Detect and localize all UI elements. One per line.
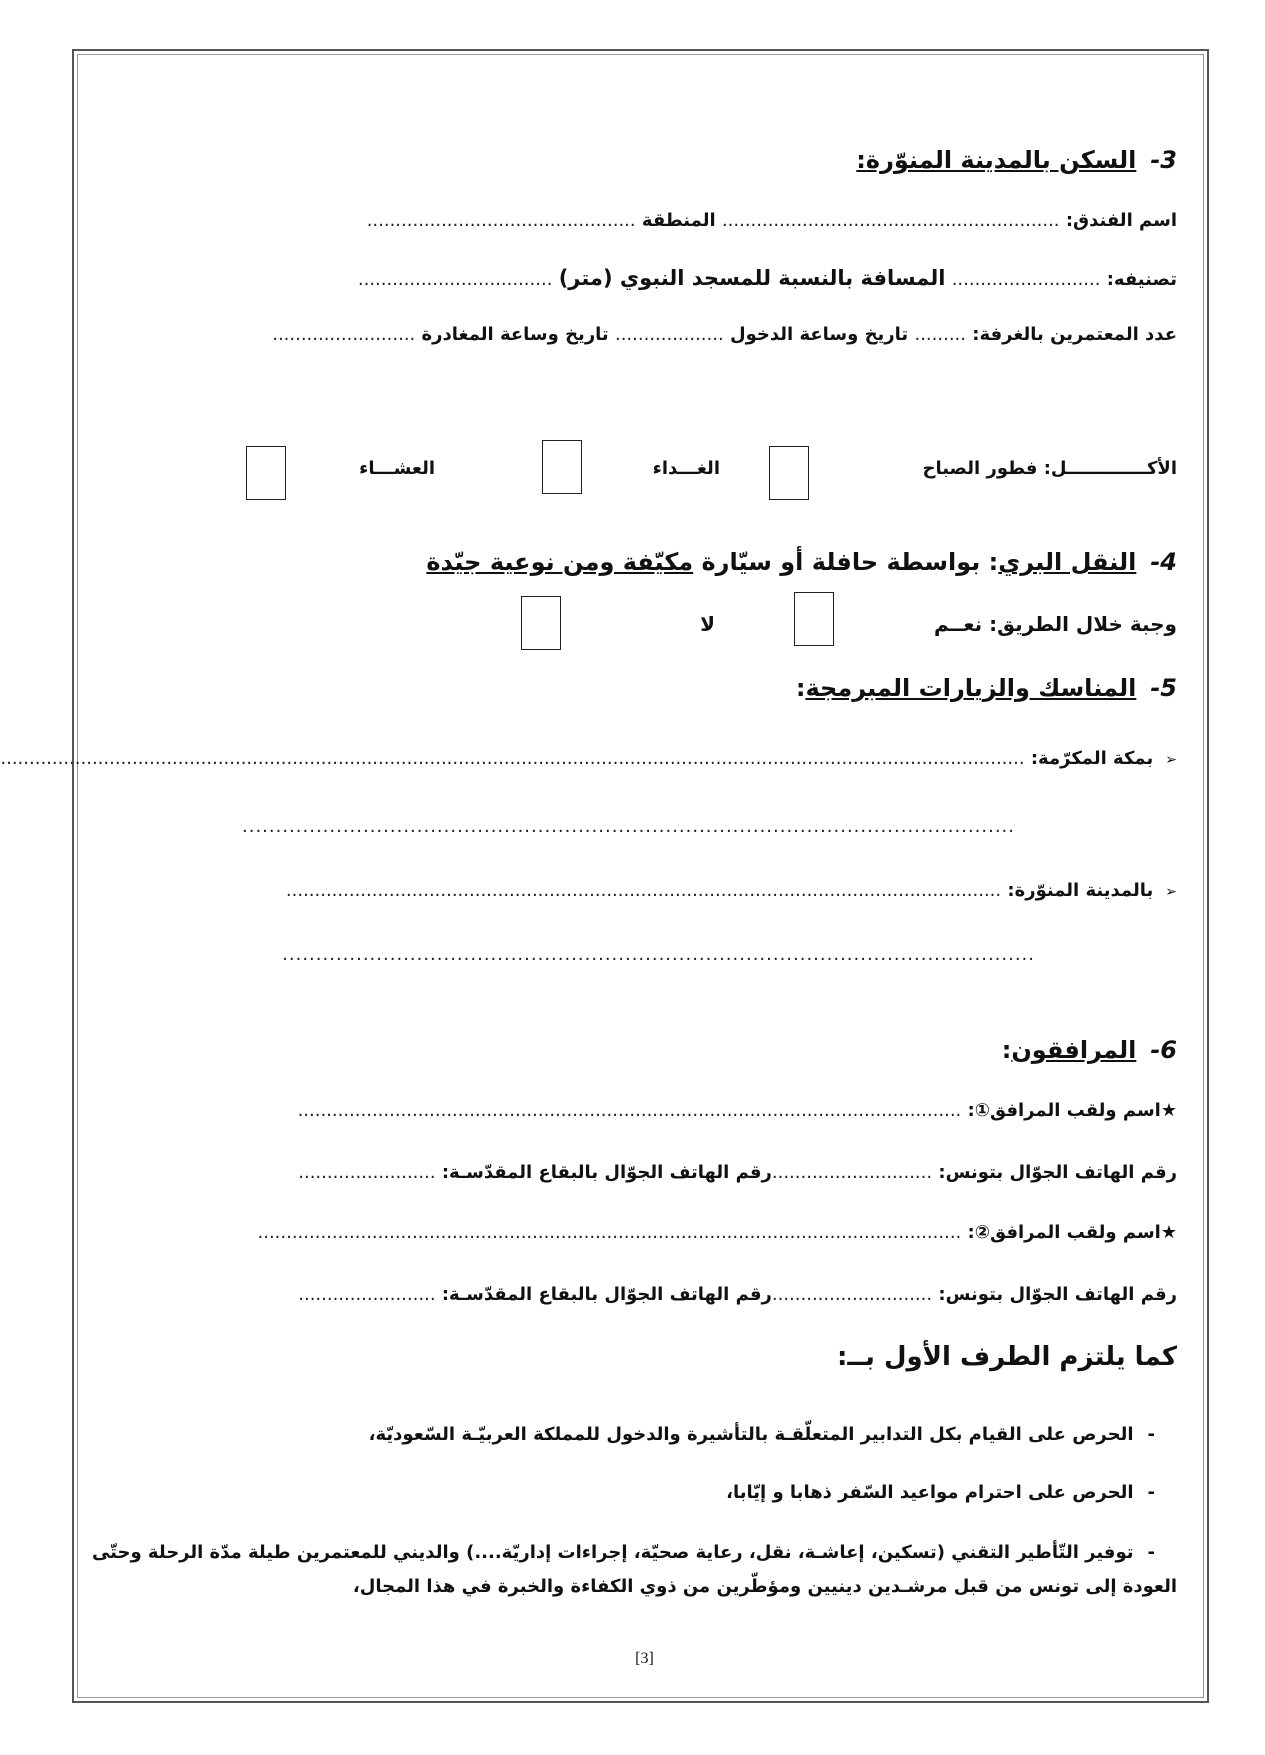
room-row xyxy=(112,324,1177,345)
checkout-label: تاريخ وساعة المغادرة xyxy=(421,324,609,345)
hotel-row xyxy=(112,210,1177,231)
section-title: المرافقون xyxy=(1011,1036,1137,1064)
obligation-text: توفير التّأطير التقني (تسكين، إعاشـة، نقل، رعاية صحيّة، إجراءات إداريّة....) والديني للمعتمرين طيلة مدّة الرحلة وحتّى العودة إلى تونس من قبل مرشـدين دينيين ومؤطّرين من ذوي الكفاءة والخبرة في هذا المجال، xyxy=(91,1542,1177,1597)
page-number: [3] xyxy=(635,1650,654,1667)
section3-heading xyxy=(112,146,1177,174)
makkah-row-2 xyxy=(112,816,1015,837)
phone-holy-label: رقم الهاتف الجوّال بالبقاع المقدّسـة: xyxy=(441,1162,772,1183)
makkah-field[interactable]: ................................................................................................................................................................................... xyxy=(0,748,1025,769)
breakfast-checkbox[interactable] xyxy=(769,446,809,500)
phone-holy-field[interactable]: ........................ xyxy=(298,1284,436,1305)
companion2-number: ② xyxy=(974,1222,990,1243)
road-meal-label: وجبة خلال الطريق: نعــم xyxy=(934,612,1177,636)
hotel-label: اسم الفندق: xyxy=(1065,210,1177,231)
dinner-checkbox[interactable] xyxy=(246,446,286,500)
distance-label: المسافة بالنسبة للمسجد النبوي (متر) xyxy=(558,266,946,290)
section-number: 5- xyxy=(1150,674,1177,702)
section-colon: : xyxy=(795,674,806,702)
obligations-title: كما يلتزم الطرف الأول بــ: xyxy=(836,1342,1177,1372)
rating-field[interactable]: .......................... xyxy=(951,269,1101,290)
road-meal-no-checkbox[interactable] xyxy=(521,596,561,650)
arrow-bullet-icon: ➢ xyxy=(1165,752,1177,768)
section-number: 3- xyxy=(1150,146,1177,174)
makkah-row xyxy=(0,748,1177,769)
hotel-field[interactable]: ........................................................... xyxy=(721,210,1060,231)
companion1-label: اسم ولقب المرافق xyxy=(990,1100,1161,1121)
section5-heading xyxy=(112,674,1177,702)
no-label: لا xyxy=(700,612,715,636)
madinah-field-2[interactable]: ................................................................................................................ xyxy=(282,944,1035,965)
madinah-row xyxy=(112,880,1177,901)
phone-tunis-field[interactable]: ............................ xyxy=(771,1284,933,1305)
section-title: السكن بالمدينة المنوّرة: xyxy=(856,146,1137,174)
dinner-label: العشـــاء xyxy=(359,458,435,479)
companion2-row: ★اسم ولقب المرافق②: ........................................................................................................................... xyxy=(257,1222,1177,1243)
phone-holy-field[interactable]: ........................ xyxy=(298,1162,436,1183)
obligation-text: الحرص على القيام بكل التدابير المتعلّقـة بالتأشيرة والدخول للمملكة العربيّـة السّعوديّة، xyxy=(368,1424,1134,1445)
companion2-field[interactable]: ........................................................................................................................... xyxy=(257,1222,962,1243)
lunch-label: الغـــداء xyxy=(652,458,720,479)
arrow-bullet-icon: ➢ xyxy=(1165,884,1177,900)
phone-tunis-label: رقم الهاتف الجوّال بتونس: xyxy=(938,1162,1177,1183)
region-label: المنطقة xyxy=(641,210,716,231)
companion1-phone-row xyxy=(112,1162,1177,1183)
checkin-label: تاريخ وساعة الدخول xyxy=(729,324,909,345)
phone-holy-label: رقم الهاتف الجوّال بالبقاع المقدّسـة: xyxy=(441,1284,772,1305)
makkah-label: بمكة المكرّمة: xyxy=(1030,748,1154,769)
occupants-field[interactable]: ......... xyxy=(914,324,966,345)
region-field[interactable]: ............................................... xyxy=(366,210,636,231)
companion1-number: ① xyxy=(974,1100,990,1121)
star-icon: ★ xyxy=(1160,1100,1177,1121)
lunch-checkbox[interactable] xyxy=(542,440,582,494)
madinah-label: بالمدينة المنوّرة: xyxy=(1007,880,1154,901)
companion2-phone-row xyxy=(112,1284,1177,1305)
section4-heading xyxy=(112,548,1177,576)
phone-tunis-label: رقم الهاتف الجوّال بتونس: xyxy=(938,1284,1177,1305)
section-number: 6- xyxy=(1150,1036,1177,1064)
obligation-text: الحرص على احترام مواعيد السّفر ذهابا و إيّابا، xyxy=(726,1482,1134,1503)
companion1-field[interactable]: .................................................................................................................... xyxy=(297,1100,962,1121)
obligation-item: -الحرص على القيام بكل التدابير المتعلّقـة بالتأشيرة والدخول للمملكة العربيّـة السّعوديّة، xyxy=(368,1424,1155,1445)
section-colon: : xyxy=(1001,1036,1012,1064)
section-number: 4- xyxy=(1150,548,1177,576)
obligation-item: -توفير التّأطير التقني (تسكين، إعاشـة، نقل، رعاية صحيّة، إجراءات إداريّة....) والديني للمعتمرين طيلة مدّة الرحلة وحتّى العودة إلى تونس من قبل مرشـدين دينيين ومؤطّرين من ذوي الكفاءة والخبرة في هذا المجال، xyxy=(91,1542,1177,1597)
section-title: النقل البري xyxy=(998,548,1137,576)
checkout-field[interactable]: ......................... xyxy=(272,324,416,345)
companion2-label: اسم ولقب المرافق xyxy=(990,1222,1161,1243)
distance-field[interactable]: .................................. xyxy=(357,269,553,290)
madinah-row-2 xyxy=(164,944,1035,965)
occupants-label: عدد المعتمرين بالغرفة: xyxy=(972,324,1177,345)
checkin-field[interactable]: ................... xyxy=(614,324,724,345)
section6-heading xyxy=(112,1036,1177,1064)
road-meal-yes-checkbox[interactable] xyxy=(794,592,834,646)
madinah-field[interactable]: ............................................................................................................................. xyxy=(285,880,1002,901)
rating-row xyxy=(112,266,1177,290)
transport-text-underlined: مكيّفة ومن نوعية جيّدة xyxy=(426,548,694,576)
companion1-row: ★اسم ولقب المرافق①: .................................................................................................................... xyxy=(297,1100,1177,1121)
star-icon: ★ xyxy=(1160,1222,1177,1243)
transport-text: : بواسطة حافلة أو سيّارة xyxy=(701,548,999,576)
meals-breakfast-label: الأكـــــــــــــل: فطور الصباح xyxy=(922,458,1177,479)
makkah-field-2[interactable]: ................................................................................................................... xyxy=(242,816,1015,837)
phone-tunis-field[interactable]: ............................ xyxy=(771,1162,933,1183)
section-title: المناسك والزيارات المبرمجة xyxy=(805,674,1137,702)
rating-label: تصنيفه: xyxy=(1106,269,1177,290)
obligation-item: -الحرص على احترام مواعيد السّفر ذهابا و إيّابا، xyxy=(726,1482,1155,1503)
